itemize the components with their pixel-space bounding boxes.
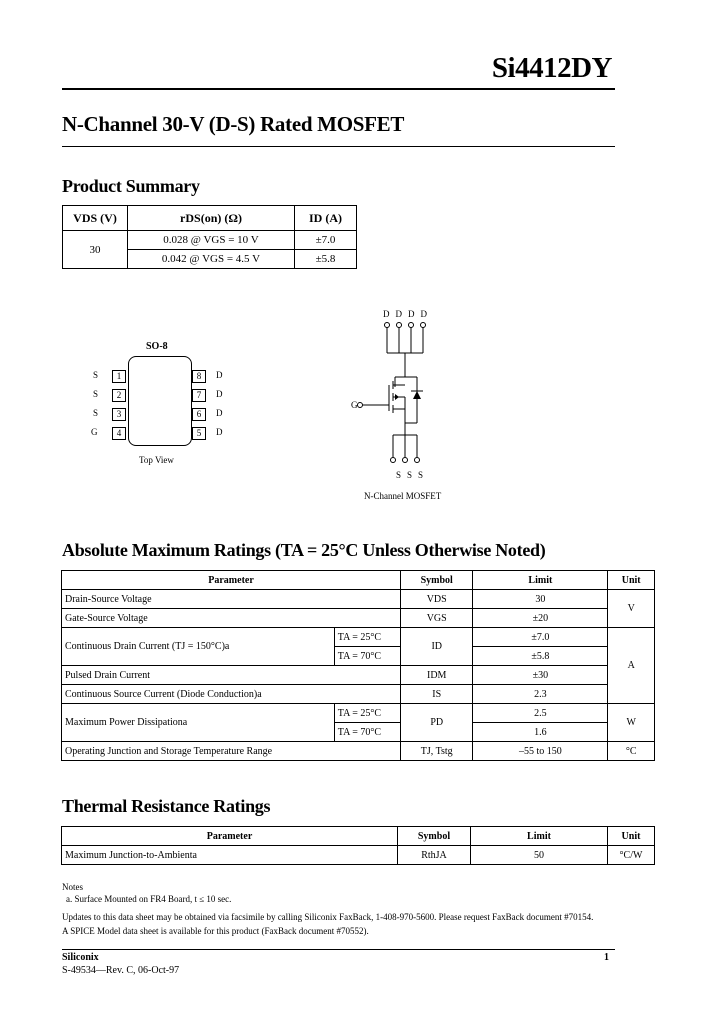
schematic-caption: N-Channel MOSFET <box>364 491 442 501</box>
tr-limit: 50 <box>471 846 608 865</box>
pin-num-2: 2 <box>112 389 126 402</box>
header-rule <box>62 88 615 90</box>
pin-label-7: D <box>216 389 223 399</box>
note-a: a. Surface Mounted on FR4 Board, t ≤ 10 sec. <box>66 894 232 904</box>
package-name: SO-8 <box>146 341 168 352</box>
page-title: N-Channel 30-V (D-S) Rated MOSFET <box>62 112 405 136</box>
source-label-1: S <box>396 470 408 480</box>
pin-num-4: 4 <box>112 427 126 440</box>
amr-idm-limit: ±30 <box>473 666 608 685</box>
ps-id-row1: ±7.0 <box>295 231 357 250</box>
table-row <box>62 628 655 647</box>
amr-v-unit: V <box>608 590 655 628</box>
amr-id-limit1: ±7.0 <box>473 628 608 647</box>
amr-id-param: Continuous Drain Current (TJ = 150°C)a <box>62 628 335 666</box>
source-labels <box>396 470 429 480</box>
pin-label-1: S <box>93 370 99 380</box>
note-spice: A SPICE Model data sheet is available for this product (FaxBack document #70552). <box>62 926 369 936</box>
amr-pd-symbol: PD <box>401 704 473 742</box>
amr-tj-limit: –55 to 150 <box>473 742 608 761</box>
drain-label-2: D <box>395 309 408 319</box>
amr-tj-unit: °C <box>608 742 655 761</box>
source-label-3: S <box>418 470 430 480</box>
product-summary-title: Product Summary <box>62 176 200 196</box>
ps-rds-row2: 0.042 @ VGS = 4.5 V <box>128 250 295 269</box>
thermal-table <box>61 826 655 865</box>
ps-vds-value: 30 <box>63 231 128 269</box>
tr-symbol: RthJA <box>398 846 471 865</box>
amr-pd-limit2: 1.6 <box>473 723 608 742</box>
footer-page: 1 <box>604 952 609 963</box>
amr-pd-cond2: TA = 70°C <box>334 723 400 742</box>
pin-num-5: 5 <box>192 427 206 440</box>
note-faxback: Updates to this data sheet may be obtained via facsimile by calling Siliconix FaxBack, 1-408-970-5600. Please request FaxBack document #70154. <box>62 912 594 922</box>
footer-company: Siliconix <box>62 952 99 963</box>
ps-header-vds: VDS (V) <box>63 206 128 231</box>
amr-tj-param: Operating Junction and Storage Temperature Range <box>62 742 401 761</box>
tr-header-symbol: Symbol <box>398 827 471 846</box>
pin-label-5: D <box>216 427 223 437</box>
abs-max-table <box>61 570 655 761</box>
amr-tj-symbol: TJ, Tstg <box>401 742 473 761</box>
drain-labels <box>383 309 433 319</box>
amr-header-parameter: Parameter <box>62 571 401 590</box>
table-row <box>62 685 655 704</box>
tr-param: Maximum Junction-to-Ambienta <box>62 846 398 865</box>
pin-num-7: 7 <box>192 389 206 402</box>
table-row <box>62 704 655 723</box>
gate-label: G <box>351 400 358 410</box>
source-label-2: S <box>407 470 419 480</box>
amr-idm-param: Pulsed Drain Current <box>62 666 401 685</box>
amr-id-cond1: TA = 25°C <box>334 628 400 647</box>
mosfet-schematic-icon <box>345 305 455 485</box>
table-row <box>62 666 655 685</box>
amr-is-param: Continuous Source Current (Diode Conduction)a <box>62 685 401 704</box>
footer-rule <box>62 949 615 950</box>
notes-title: Notes <box>62 882 83 892</box>
pin-label-4: G <box>91 427 98 437</box>
tr-header-limit: Limit <box>471 827 608 846</box>
pin-num-8: 8 <box>192 370 206 383</box>
pin-label-2: S <box>93 389 99 399</box>
amr-idm-symbol: IDM <box>401 666 473 685</box>
table-row <box>62 846 655 865</box>
amr-pd-cond1: TA = 25°C <box>334 704 400 723</box>
pin-label-3: S <box>93 408 99 418</box>
tr-header-parameter: Parameter <box>62 827 398 846</box>
table-row <box>62 590 655 609</box>
amr-pd-param: Maximum Power Dissipationa <box>62 704 335 742</box>
amr-is-limit: 2.3 <box>473 685 608 704</box>
table-row <box>62 742 655 761</box>
amr-id-cond2: TA = 70°C <box>334 647 400 666</box>
package-caption: Top View <box>139 455 174 465</box>
amr-id-symbol: ID <box>401 628 473 666</box>
amr-vgs-param: Gate-Source Voltage <box>62 609 401 628</box>
amr-id-limit2: ±5.8 <box>473 647 608 666</box>
pin-num-1: 1 <box>112 370 126 383</box>
drain-label-1: D <box>383 309 396 319</box>
product-summary-table <box>62 205 357 269</box>
amr-vgs-limit: ±20 <box>473 609 608 628</box>
amr-pd-limit1: 2.5 <box>473 704 608 723</box>
amr-vgs-symbol: VGS <box>401 609 473 628</box>
ps-header-id: ID (A) <box>295 206 357 231</box>
amr-vds-param: Drain-Source Voltage <box>62 590 401 609</box>
tr-header-unit: Unit <box>608 827 655 846</box>
amr-header-limit: Limit <box>473 571 608 590</box>
drain-label-4: D <box>420 309 433 319</box>
pin-label-8: D <box>216 370 223 380</box>
part-number: Si4412DY <box>491 52 612 84</box>
pin-num-6: 6 <box>192 408 206 421</box>
drain-label-3: D <box>408 309 421 319</box>
subtitle-rule <box>62 146 615 147</box>
amr-header-symbol: Symbol <box>401 571 473 590</box>
amr-header-unit: Unit <box>608 571 655 590</box>
table-row <box>62 609 655 628</box>
amr-is-symbol: IS <box>401 685 473 704</box>
ps-rds-row1: 0.028 @ VGS = 10 V <box>128 231 295 250</box>
tr-unit: °C/W <box>608 846 655 865</box>
ps-id-row2: ±5.8 <box>295 250 357 269</box>
footer-doc: S-49534—Rev. C, 06-Oct-97 <box>62 965 180 976</box>
ps-header-rds: rDS(on) (Ω) <box>128 206 295 231</box>
amr-a-unit: A <box>608 628 655 704</box>
abs-max-title: Absolute Maximum Ratings (TA = 25°C Unless Otherwise Noted) <box>62 540 546 560</box>
pin-num-3: 3 <box>112 408 126 421</box>
thermal-title: Thermal Resistance Ratings <box>62 796 271 816</box>
package-body <box>128 356 192 446</box>
pin-label-6: D <box>216 408 223 418</box>
amr-vds-symbol: VDS <box>401 590 473 609</box>
amr-vds-limit: 30 <box>473 590 608 609</box>
amr-pd-unit: W <box>608 704 655 742</box>
